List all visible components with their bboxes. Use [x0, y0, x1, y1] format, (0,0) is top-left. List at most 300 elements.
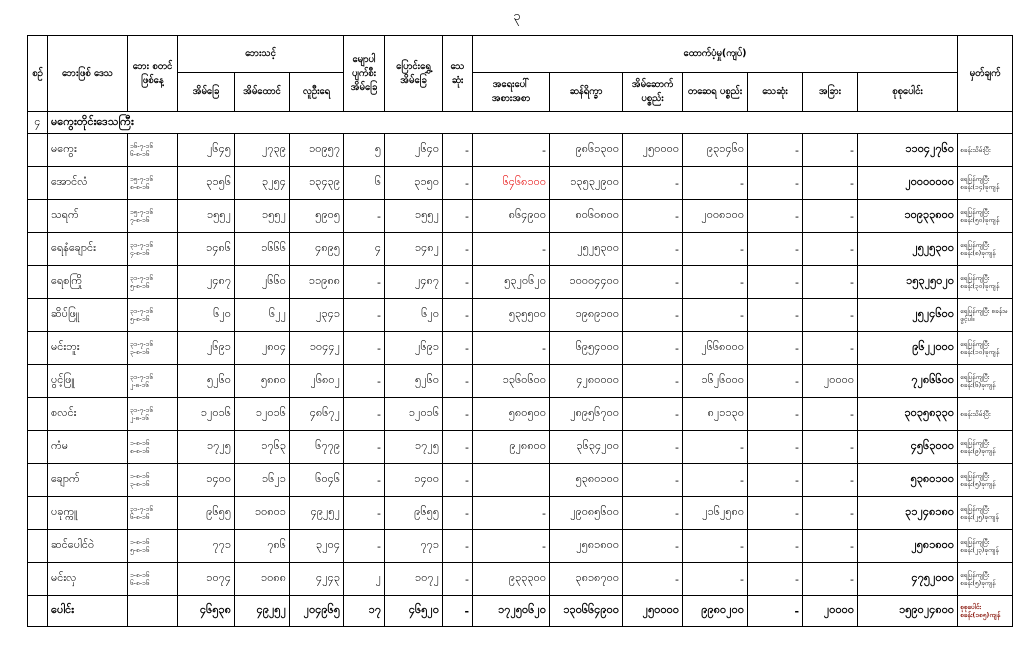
- utensils-amount: -: [683, 167, 748, 200]
- households-affected: ၂၇၃၉: [235, 134, 290, 167]
- building-materials-amount: -: [623, 167, 683, 200]
- rice-ration-amount: ၁၉၈၉၁၀၀: [550, 299, 623, 332]
- death-support-amount: -: [748, 431, 803, 464]
- houses-relocated: ၁၄၀၀: [385, 464, 443, 497]
- totals-date-cell: [128, 596, 178, 627]
- houses-relocated: ၉၆၅၅: [385, 497, 443, 530]
- death-support-amount: -: [748, 266, 803, 299]
- population-affected: ၄၈၆၇၂: [290, 398, 344, 431]
- date-line: ၃၁-၇-၁၆: [130, 405, 153, 414]
- building-materials-amount: -: [623, 332, 683, 365]
- township-name: မင်းလှ: [48, 563, 128, 596]
- col-group-affected: ဘေးသင့်: [178, 36, 344, 73]
- township-row: [28, 497, 1013, 530]
- remark-cell: ရေပြန်ကျပြီး စခန်း(၅)ခုကျန်: [958, 563, 1013, 596]
- deaths: -: [443, 167, 473, 200]
- date-line: ၃၁-၇-၁၆: [130, 273, 153, 282]
- remark-cell: စခန်းသိမ်းပြီး: [958, 398, 1013, 431]
- houses-relocated: ၂၄၈၇: [385, 266, 443, 299]
- start-date-cell: [128, 398, 178, 431]
- population-affected: ၄၈၉၅: [290, 233, 344, 266]
- houses-affected: ၂၄၈၇: [178, 266, 235, 299]
- totals-utensils: ၉၉၈၀၂၀၀: [683, 596, 748, 627]
- population-affected: ၁၀၉၅၇: [290, 134, 344, 167]
- households-affected: ၃၂၅၄: [235, 167, 290, 200]
- start-date-cell: [128, 134, 178, 167]
- row-total-amount: ၃၀၃၅၈၃၃၀: [858, 398, 958, 431]
- houses-destroyed: ၄: [344, 233, 385, 266]
- other-amount: -: [803, 134, 858, 167]
- col-group-support: ထောက်ပံ့မှု(ကျပ်): [473, 36, 958, 73]
- utensils-amount: ၂၀၀၈၁၀၀: [683, 200, 748, 233]
- households-affected: ၁၅၅၂: [235, 200, 290, 233]
- start-date-cell: [128, 299, 178, 332]
- date-line: ၄-၈-၁၆: [130, 249, 150, 257]
- building-materials-amount: -: [623, 233, 683, 266]
- totals-grand-total: ၁၅၉၀၂၄၈၀၀: [858, 596, 958, 627]
- building-materials-amount: -: [623, 431, 683, 464]
- township-row: [28, 200, 1013, 233]
- serial-cell: [28, 530, 48, 563]
- start-date-cell: [128, 365, 178, 398]
- households-affected: ၂၆၆၀: [235, 266, 290, 299]
- other-amount: ၂၀၀၀၀: [803, 365, 858, 398]
- row-total-amount: ၁၀၉၃၃၈၀၀: [858, 200, 958, 233]
- rice-ration-amount: ၉၈၆၁၃၀၀: [550, 134, 623, 167]
- remark-cell: ရေပြန်ကျပြီး စခန်း(၁၄)ခုကျန်: [958, 167, 1013, 200]
- death-support-amount: -: [748, 200, 803, 233]
- houses-affected: ၁၅၅၂: [178, 200, 235, 233]
- serial-cell: [28, 365, 48, 398]
- date-line: ၂-၈-၁၆: [130, 381, 149, 389]
- death-support-amount: -: [748, 530, 803, 563]
- emergency-food-amount: ၅၃၅၅၀၀: [473, 299, 550, 332]
- other-amount: -: [803, 167, 858, 200]
- serial-cell: [28, 398, 48, 431]
- remark-cell: ရေပြန်ကျပြီး စခန်း(၉)ခုကျန်: [958, 431, 1013, 464]
- houses-destroyed: ၆: [344, 167, 385, 200]
- utensils-amount: ၈၂၁၁၃၀: [683, 398, 748, 431]
- other-amount: -: [803, 200, 858, 233]
- houses-affected: ၂၆၉၁: [178, 332, 235, 365]
- other-amount: -: [803, 398, 858, 431]
- col-header-no: စဥ်: [28, 36, 48, 112]
- relief-table: [27, 35, 1013, 627]
- col-header-area: ဘေးဖြစ် ဒေသ: [48, 36, 128, 112]
- houses-relocated: ၁၄၈၂: [385, 233, 443, 266]
- utensils-amount: -: [683, 299, 748, 332]
- deaths: -: [443, 563, 473, 596]
- start-date-cell: [128, 431, 178, 464]
- township-name: ရေနံချောင်း: [48, 233, 128, 266]
- date-line: ၁-၈-၁၆: [130, 438, 150, 447]
- start-date-cell: [128, 497, 178, 530]
- population-affected: ၅၉၀၅: [290, 200, 344, 233]
- death-support-amount: -: [748, 299, 803, 332]
- serial-cell: [28, 167, 48, 200]
- date-line: ၈-၈-၁၆: [130, 183, 150, 191]
- totals-emergency-food: ၁၇၂၅၀၆၂၀: [473, 596, 550, 627]
- houses-affected: ၃၁၅၆: [178, 167, 235, 200]
- deaths: -: [443, 134, 473, 167]
- houses-destroyed: ၅: [344, 134, 385, 167]
- township-name: ပခုက္ကူ: [48, 497, 128, 530]
- rice-ration-amount: ၂၅၈၁၈၀၀: [550, 530, 623, 563]
- emergency-food-amount: ၈၆၄၉၀၀: [473, 200, 550, 233]
- totals-death-support: -: [748, 596, 803, 627]
- serial-cell: [28, 431, 48, 464]
- start-date-cell: [128, 167, 178, 200]
- serial-cell: [28, 266, 48, 299]
- serial-cell: [28, 464, 48, 497]
- other-amount: -: [803, 464, 858, 497]
- serial-cell: [28, 200, 48, 233]
- start-date-cell: [128, 266, 178, 299]
- col-header-subtotal: စုစုပေါင်း: [858, 73, 958, 112]
- deaths: -: [443, 530, 473, 563]
- houses-destroyed: ၂: [344, 563, 385, 596]
- start-date-cell: [128, 200, 178, 233]
- totals-deaths: -: [443, 596, 473, 627]
- date-line: ၁၅-၇-၁၆: [130, 174, 153, 183]
- houses-relocated: ၁၂၀၁၆: [385, 398, 443, 431]
- households-affected: ၁၆၆၆: [235, 233, 290, 266]
- date-line: ၆-၈-၁၆: [130, 579, 150, 587]
- township-name: မကွေး: [48, 134, 128, 167]
- deaths: -: [443, 464, 473, 497]
- houses-affected: ၁၇၂၅: [178, 431, 235, 464]
- township-row: [28, 299, 1013, 332]
- date-line: ၅-၈-၁၆: [130, 546, 150, 554]
- utensils-amount: ၂၆၆၈၀၀၀: [683, 332, 748, 365]
- date-line: ၁-၈-၁၆: [130, 471, 150, 480]
- rice-ration-amount: ၃၆၃၄၂၀၀: [550, 431, 623, 464]
- utensils-amount: -: [683, 266, 748, 299]
- date-line: ၂-၈-၁၆: [130, 414, 149, 422]
- houses-relocated: ၁၀၇၂: [385, 563, 443, 596]
- serial-cell: [28, 299, 48, 332]
- households-affected: ၁၆၂၁: [235, 464, 290, 497]
- utensils-amount: -: [683, 563, 748, 596]
- date-line: ၃၁-၇-၁၆: [130, 339, 153, 348]
- start-date-cell: [128, 464, 178, 497]
- building-materials-amount: -: [623, 200, 683, 233]
- date-line: ၃၁-၇-၁၆: [130, 504, 153, 513]
- building-materials-amount: -: [623, 530, 683, 563]
- houses-affected: ၁၄၈၆: [178, 233, 235, 266]
- date-line: ၁-၈-၁၆: [130, 570, 150, 579]
- utensils-amount: -: [683, 233, 748, 266]
- building-materials-amount: ၂၅၀၀၀၀: [623, 134, 683, 167]
- population-affected: ၄၉၂၅၂: [290, 497, 344, 530]
- row-total-amount: ၂၅၂၅၃၀၀: [858, 233, 958, 266]
- township-row: [28, 332, 1013, 365]
- houses-destroyed: -: [344, 365, 385, 398]
- remark-cell: ရေပြန်ကျပြီး စခန်း(၁၀)ခုကျန်: [958, 332, 1013, 365]
- population-affected: ၆၇၇၉: [290, 431, 344, 464]
- houses-relocated: ၁၇၂၅: [385, 431, 443, 464]
- houses-affected: ၇၇၁: [178, 530, 235, 563]
- population-affected: ၃၂၀၄: [290, 530, 344, 563]
- houses-destroyed: -: [344, 464, 385, 497]
- row-total-amount: ၄၅၆၃၀၀၀: [858, 431, 958, 464]
- deaths: -: [443, 233, 473, 266]
- other-amount: -: [803, 530, 858, 563]
- date-line: ၁၅-၇-၁၆: [130, 207, 153, 216]
- page-number: ၃: [513, 9, 521, 24]
- totals-rice: ၁၃၀၆၆၄၉၀၀: [550, 596, 623, 627]
- township-row: [28, 167, 1013, 200]
- utensils-amount: -: [683, 530, 748, 563]
- rice-ration-amount: ၅၃၈၀၁၀၀: [550, 464, 623, 497]
- deaths: -: [443, 398, 473, 431]
- col-header-houses: အိမ်ခြေ: [178, 73, 235, 112]
- houses-relocated: ၃၁၅၀: [385, 167, 443, 200]
- serial-cell: [28, 233, 48, 266]
- rice-ration-amount: ၆၉၅၄၀၀၀: [550, 332, 623, 365]
- emergency-food-amount: -: [473, 134, 550, 167]
- date-line: ၃-၈-၁၆: [130, 348, 150, 356]
- houses-destroyed: -: [344, 431, 385, 464]
- death-support-amount: -: [748, 167, 803, 200]
- emergency-food-amount: -: [473, 233, 550, 266]
- houses-affected: ၁၄၀၀: [178, 464, 235, 497]
- building-materials-amount: -: [623, 563, 683, 596]
- deaths: -: [443, 299, 473, 332]
- totals-label: ပေါင်း: [48, 596, 128, 627]
- totals-other: ၂၀၀၀၀: [803, 596, 858, 627]
- utensils-amount: ၂၁၆၂၅၈၀: [683, 497, 748, 530]
- emergency-food-amount: ၁၃၆၀၆၀၀: [473, 365, 550, 398]
- utensils-amount: ၁၆၂၆၀၀၀: [683, 365, 748, 398]
- households-affected: ၇၈၆: [235, 530, 290, 563]
- township-row: [28, 134, 1013, 167]
- households-affected: ၂၈၀၄: [235, 332, 290, 365]
- serial-cell: [28, 563, 48, 596]
- rice-ration-amount: ၁၀၀၀၄၄၀၀: [550, 266, 623, 299]
- col-header-population: လူဦးရေ: [290, 73, 344, 112]
- totals-remark: စုစုပေါင်း စခန်း(၁၈၅)ကျန်: [958, 596, 1013, 627]
- totals-row: [28, 596, 1013, 627]
- date-line: ၇-၈-၁၆: [130, 216, 150, 224]
- deaths: -: [443, 431, 473, 464]
- col-header-utensils: တဆေရ ပစ္စည်း: [683, 73, 748, 112]
- col-header-other: အခြား: [803, 73, 858, 112]
- col-header-households: အိမ်ထောင်: [235, 73, 290, 112]
- houses-affected: ၉၆၅၅: [178, 497, 235, 530]
- households-affected: ၅၈၈၀: [235, 365, 290, 398]
- other-amount: -: [803, 266, 858, 299]
- death-support-amount: -: [748, 365, 803, 398]
- township-name: ချောက်: [48, 464, 128, 497]
- township-row: [28, 233, 1013, 266]
- date-line: ၃၁-၇-၁၆: [130, 372, 153, 381]
- township-name: စလင်း: [48, 398, 128, 431]
- houses-destroyed: -: [344, 398, 385, 431]
- start-date-cell: [128, 233, 178, 266]
- rice-ration-amount: ၄၂၈၀၀၀၀: [550, 365, 623, 398]
- date-line: ၃၁-၇-၁၆: [130, 306, 153, 315]
- emergency-food-amount: ၅၃၂၀၆၂၀: [473, 266, 550, 299]
- deaths: -: [443, 332, 473, 365]
- deaths: -: [443, 497, 473, 530]
- population-affected: ၂၃၄၁: [290, 299, 344, 332]
- township-row: [28, 365, 1013, 398]
- date-line: ၃-၈-၁၆: [130, 480, 150, 488]
- emergency-food-amount: ၉၃၃၃၀၀: [473, 563, 550, 596]
- row-total-amount: ၄၇၅၂၀၀၀: [858, 563, 958, 596]
- col-header-destroyed: မျောပါ ပျက်စီး အိမ်ခြေ: [344, 36, 385, 112]
- emergency-food-amount: -: [473, 332, 550, 365]
- row-total-amount: ၂၅၈၁၈၀၀: [858, 530, 958, 563]
- remark-cell: ရေပြန်ကျပြီး စခန်း(၅)ခုကျန်: [958, 464, 1013, 497]
- rice-ration-amount: ၂၅၂၅၃၀၀: [550, 233, 623, 266]
- houses-destroyed: -: [344, 332, 385, 365]
- rice-ration-amount: ၃၈၁၈၇၀၀: [550, 563, 623, 596]
- totals-relocated: ၄၆၅၂၀: [385, 596, 443, 627]
- population-affected: ၁၀၄၄၂: [290, 332, 344, 365]
- houses-affected: ၂၆၄၅: [178, 134, 235, 167]
- population-affected: ၄၂၄၃: [290, 563, 344, 596]
- houses-destroyed: -: [344, 200, 385, 233]
- start-date-cell: [128, 563, 178, 596]
- date-line: ၈-၈-၁၆: [130, 447, 150, 455]
- col-header-deaths: သေ ဆုံး: [443, 36, 473, 112]
- date-line: ၁-၈-၁၆: [130, 537, 150, 546]
- row-total-amount: ၂၀၀၀၀၀၀၀: [858, 167, 958, 200]
- utensils-amount: -: [683, 431, 748, 464]
- col-header-relocated: ပြောင်းရွှေ့ အိမ်ခြေ: [385, 36, 443, 112]
- township-name: ဆိပ်ဖြူ: [48, 299, 128, 332]
- other-amount: -: [803, 563, 858, 596]
- houses-destroyed: -: [344, 266, 385, 299]
- remark-cell: ရေပြန်ကျပြီး စခန်း(၂၃)ခုကျန်: [958, 530, 1013, 563]
- houses-destroyed: -: [344, 299, 385, 332]
- households-affected: ၁၀၈၈: [235, 563, 290, 596]
- building-materials-amount: -: [623, 365, 683, 398]
- row-total-amount: ၃၁၂၄၈၁၈၀: [858, 497, 958, 530]
- totals-destroyed: ၁၇: [344, 596, 385, 627]
- houses-relocated: ၁၅၅၂: [385, 200, 443, 233]
- households-affected: ၁၇၆၃: [235, 431, 290, 464]
- building-materials-amount: -: [623, 299, 683, 332]
- houses-destroyed: -: [344, 497, 385, 530]
- population-affected: ၂၆၈၀၂: [290, 365, 344, 398]
- rice-ration-amount: ၂၉၀၈၅၆၀၀: [550, 497, 623, 530]
- deaths: -: [443, 200, 473, 233]
- death-support-amount: -: [748, 398, 803, 431]
- township-name: သရက်: [48, 200, 128, 233]
- remark-cell: ရေပြန်ကျပြီး စခန်း(၅၀)ခုကျန်: [958, 200, 1013, 233]
- rice-ration-amount: ၈၀၆၀၈၀၀: [550, 200, 623, 233]
- remark-cell: စခန်းသိမ်းပြီး: [958, 134, 1013, 167]
- rice-ration-amount: ၁၃၅၃၂၉၀၀: [550, 167, 623, 200]
- remark-cell: ရေပြန်ကျပြီး စခန်း(၃၀)ခုကျန်: [958, 266, 1013, 299]
- building-materials-amount: -: [623, 266, 683, 299]
- township-row: [28, 530, 1013, 563]
- totals-population: ၂၀၄၉၆၅: [290, 596, 344, 627]
- building-materials-amount: -: [623, 497, 683, 530]
- township-name: အောင်လံ: [48, 167, 128, 200]
- row-total-amount: ၁၁၀၄၂၇၆၀: [858, 134, 958, 167]
- date-line: ၁၆-၇-၁၆: [130, 141, 153, 150]
- date-line: ၃၁-၇-၁၆: [130, 240, 153, 249]
- totals-households: ၄၉၂၅၂: [235, 596, 290, 627]
- houses-relocated: ၇၇၁: [385, 530, 443, 563]
- region-group-row: [28, 112, 1013, 134]
- remark-cell: ရေပြန်ကျပြီး စခန်း(၆)ခုကျန်: [958, 365, 1013, 398]
- col-header-start-date: ဘေး စတင် ဖြစ်နေ့: [128, 36, 178, 112]
- row-total-amount: ၉၆၂၂၀၀၀: [858, 332, 958, 365]
- row-total-amount: ၅၃၈၀၁၀၀: [858, 464, 958, 497]
- totals-building-materials: ၂၅၀၀၀၀: [623, 596, 683, 627]
- other-amount: -: [803, 431, 858, 464]
- totals-serial-cell: [28, 596, 48, 627]
- date-line: ၅-၈-၁၆: [130, 282, 150, 290]
- start-date-cell: [128, 530, 178, 563]
- houses-affected: ၅၂၆၀: [178, 365, 235, 398]
- township-name: မင်းဘူး: [48, 332, 128, 365]
- emergency-food-amount: ၆၄၆၈၁၀၀: [473, 167, 550, 200]
- row-total-amount: ၂၅၂၄၆၀၀: [858, 299, 958, 332]
- township-name: ပွင့်ဖြူ: [48, 365, 128, 398]
- population-affected: ၁၃၄၃၉: [290, 167, 344, 200]
- houses-relocated: ၂၆၉၁: [385, 332, 443, 365]
- building-materials-amount: -: [623, 464, 683, 497]
- building-materials-amount: -: [623, 398, 683, 431]
- totals-houses: ၄၆၅၃၈: [178, 596, 235, 627]
- serial-cell: [28, 134, 48, 167]
- households-affected: ၁၀၈၀၁: [235, 497, 290, 530]
- region-serial: ၄: [28, 112, 48, 134]
- col-header-death-support: သေဆုံး: [748, 73, 803, 112]
- emergency-food-amount: [473, 464, 550, 497]
- emergency-food-amount: -: [473, 530, 550, 563]
- region-title: မကွေးတိုင်းဒေသကြီး: [48, 112, 1013, 134]
- households-affected: ၆၂၂: [235, 299, 290, 332]
- death-support-amount: -: [748, 332, 803, 365]
- township-row: [28, 431, 1013, 464]
- deaths: -: [443, 365, 473, 398]
- start-date-cell: [128, 332, 178, 365]
- other-amount: -: [803, 299, 858, 332]
- emergency-food-amount: -: [473, 497, 550, 530]
- houses-destroyed: -: [344, 530, 385, 563]
- houses-relocated: ၂၆၄၀: [385, 134, 443, 167]
- death-support-amount: -: [748, 134, 803, 167]
- population-affected: ၁၁၉၈၈: [290, 266, 344, 299]
- death-support-amount: -: [748, 233, 803, 266]
- death-support-amount: -: [748, 464, 803, 497]
- deaths: -: [443, 266, 473, 299]
- township-name: ကံမ: [48, 431, 128, 464]
- remark-cell: ရေပြန်ကျပြီး စခန်း(၈)ခုကျန်: [958, 233, 1013, 266]
- rice-ration-amount: ၂၈၉၅၆၇၀၀: [550, 398, 623, 431]
- houses-affected: ၁၀၇၄: [178, 563, 235, 596]
- remark-cell: ရေပြန်ကျပြီး စခန်းမဖွင့်ပါ။: [958, 299, 1013, 332]
- col-header-emergency-food: အရေးပေါ် အစားအစာ: [473, 73, 550, 112]
- houses-relocated: ၆၂၀: [385, 299, 443, 332]
- date-line: ၅-၈-၁၆: [130, 315, 150, 323]
- township-row: [28, 464, 1013, 497]
- other-amount: -: [803, 497, 858, 530]
- date-line: ၆-၈-၁၆: [130, 513, 150, 521]
- households-affected: ၁၂၀၁၆: [235, 398, 290, 431]
- township-row: [28, 398, 1013, 431]
- utensils-amount: ၉၃၁၄၆၀: [683, 134, 748, 167]
- houses-affected: ၁၂၀၁၆: [178, 398, 235, 431]
- col-header-building-materials: အိမ်ဆောက် ပစ္စည်း: [623, 73, 683, 112]
